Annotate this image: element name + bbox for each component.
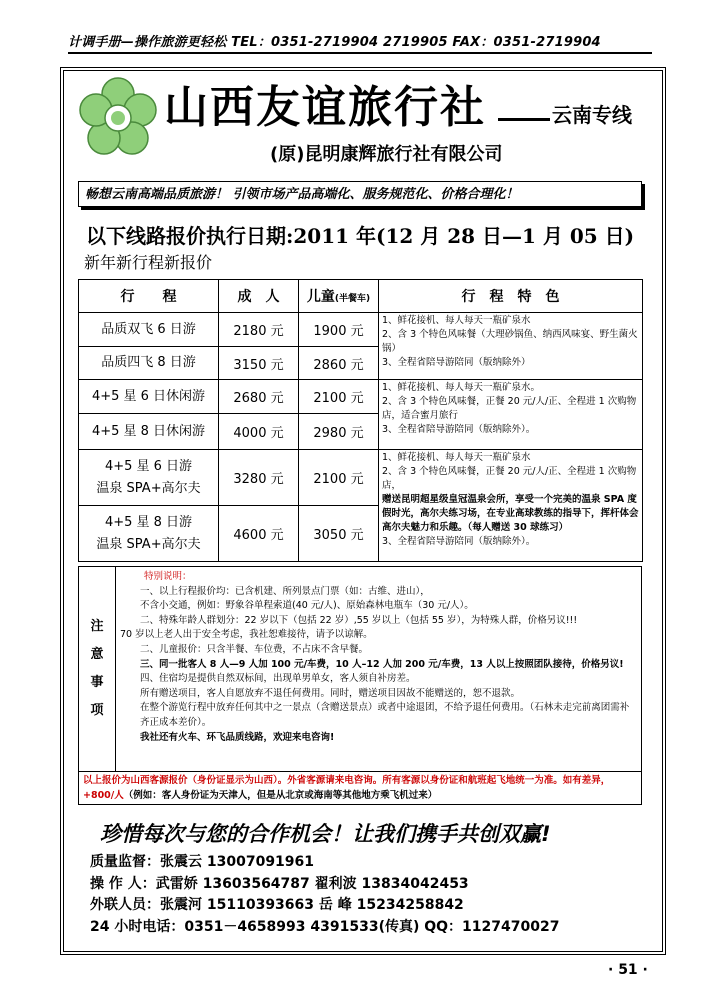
- route-cell: 4+5 星 8 日休闲游: [79, 414, 219, 450]
- contact-line: 操 作 人：武雷娇 13603564787 翟利波 13834042453: [90, 875, 469, 892]
- route-cell: 4+5 星 6 日游 温泉 SPA+高尔夫: [79, 450, 219, 506]
- table-row: [79, 380, 643, 414]
- page-number: · 51 ·: [608, 962, 648, 978]
- note-line: 四、住宿均是提供自然双标间，出现单男单女，客人须自补房差。: [140, 673, 416, 685]
- header-child-note: (半餐车): [334, 294, 371, 304]
- route-cell: 品质四飞 8 日游: [79, 347, 219, 380]
- header-route: 行 程: [79, 280, 219, 313]
- adult-price: 2180 元: [219, 313, 299, 347]
- cooperation-slogan: 珍惜每次与您的合作机会！让我们携手共创双赢!: [100, 822, 551, 846]
- header-adult: 成 人: [219, 280, 299, 313]
- features-cell: 1、鲜花接机、每人每天一瓶矿泉水 2、含 3 个特色风味餐，正餐 20 元/人/正、全程进 1 次购物店， 赠送昆明超星级皇冠温泉会所，享受一个完美的温泉 SPA 度假时光，高尔夫练习场，在专业高球教练的指导下，挥杆体会高尔夫魅力和乐趣。（每人赠送 30 球练习） 3、全程省陪导游陪同（版纳除外）。: [379, 450, 643, 562]
- agency-subtitle: 云南专线: [552, 103, 632, 127]
- note-line: 二、儿童报价：只含半餐、车位费，不占床不含早餐。: [140, 643, 369, 655]
- flower-logo-icon: [76, 76, 160, 160]
- route-cell: 品质双飞 6 日游: [79, 313, 219, 347]
- notes-heading: 特别说明：: [144, 571, 192, 582]
- adult-price: 3280 元: [219, 450, 299, 506]
- note-line: 二、特殊年龄人群划分：22 岁以下（包括 22 岁）,55 岁以上（包括 55 岁），为特殊人群，价格另议!!!: [140, 614, 578, 626]
- contact-list: [90, 852, 559, 938]
- route-cell: 4+5 星 6 日休闲游: [79, 380, 219, 414]
- note-line: 不含小交通，例如：野象谷单程索道(40 元/人)、原始森林电瓶车（30 元/人）。: [140, 600, 474, 612]
- adult-price: 3150 元: [219, 347, 299, 380]
- child-price: 2100 元: [299, 450, 379, 506]
- origin-price-note: 以上报价为山西客源报价（身份证显示为山西）。外省客源请来电咨询。所有客源以身份证和航班起飞地统一为准。如有差异，+800/人（例如：客人身份证为天津人，但是从北京或海南等其他地方乘飞机过来）: [78, 771, 642, 805]
- note-line: 在整个游览行程中放弃任何其中之一景点（含赠送景点）或者中途退团，不给予退任何费用。（石林未走完前离团需补齐正成本差价）。: [140, 702, 630, 728]
- header-features: 行 程 特 色: [379, 280, 643, 313]
- features-cell: 1、鲜花接机、每人每天一瓶矿泉水 2、含 3 个特色风味餐（大理砂锅鱼、纳西风味宴、野生菌火锅） 3、全程省陪导游陪同（版纳除外）: [379, 313, 643, 380]
- note-line: 我社还有火车、环飞品质线路，欢迎来电咨询!: [140, 731, 335, 743]
- notes-box: [78, 566, 642, 772]
- notes-side-label: 注 意 事 项: [79, 567, 116, 771]
- adult-price: 2680 元: [219, 380, 299, 414]
- table-header-row: [79, 280, 643, 313]
- slogan-banner: 畅想云南高端品质旅游！ 引领市场产品高端化、服务规范化、价格合理化！: [78, 181, 642, 207]
- contact-line: 质量监督：张震云 13007091961: [90, 854, 315, 870]
- agency-title: 山西友谊旅行社: [164, 82, 486, 133]
- contact-line: 24 小时电话：0351－4658993 4391533(传真) QQ：1127470027: [90, 918, 560, 935]
- price-table: [78, 279, 643, 562]
- table-row: [79, 313, 643, 347]
- note-line: 一、以上行程报价均：已含机建、所列景点门票（如：古维、进山），: [140, 585, 430, 597]
- child-price: 3050 元: [299, 506, 379, 562]
- title-dash: [498, 118, 550, 121]
- note-line: 70 岁以上老人出于安全考虑，我社恕难接待，请予以谅解。: [120, 629, 373, 641]
- header-child: 儿童(半餐车): [299, 280, 379, 313]
- features-cell: 1、鲜花接机、每人每天一瓶矿泉水。 2、含 3 个特色风味餐，正餐 20 元/人/正、全程进 1 次购物店，适合蜜月旅行 3、全程省陪导游陪同（版纳除外）。: [379, 380, 643, 450]
- adult-price: 4600 元: [219, 506, 299, 562]
- execution-date: 以下线路报价执行日期:2011 年(12 月 28 日—1 月 05 日): [86, 224, 635, 248]
- note-line: 所有赠送项目，客人自愿放弃不退任何费用。同时，赠送项目因故不能赠送的，恕不退款。: [140, 687, 521, 699]
- child-price: 2980 元: [299, 414, 379, 450]
- table-row: [79, 450, 643, 506]
- child-price: 1900 元: [299, 313, 379, 347]
- top-banner: 计调手册—操作旅游更轻松 TEL：0351-2719904 2719905 FAX：0351-2719904: [68, 34, 652, 54]
- child-price: 2100 元: [299, 380, 379, 414]
- note-line: 三、同一批客人 8 人—9 人加 100 元/车费，10 人–12 人加 200 元/车费，13 人以上按照团队接待，价格另议!: [140, 658, 624, 670]
- contact-line: 外联人员：张震河 15110393663 岳 峰 15234258842: [90, 897, 464, 913]
- company-name: (原)昆明康辉旅行社有限公司: [270, 144, 503, 165]
- child-price: 2860 元: [299, 347, 379, 380]
- adult-price: 4000 元: [219, 414, 299, 450]
- notes-body: [116, 567, 641, 771]
- new-year-heading: 新年新行程新报价: [84, 253, 213, 272]
- route-cell: 4+5 星 8 日游 温泉 SPA+高尔夫: [79, 506, 219, 562]
